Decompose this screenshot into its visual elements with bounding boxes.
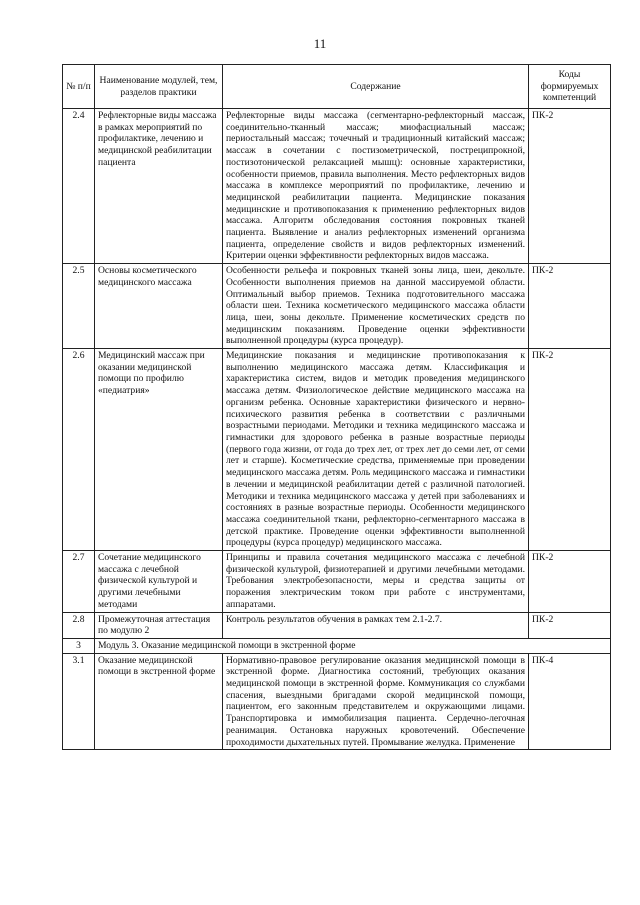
row-num: 3.1	[63, 653, 95, 750]
table-header-row	[63, 65, 611, 109]
row-name: Сочетание медицинского массажа с лечебной физической культурой и другими лечебными методами	[95, 551, 223, 613]
module-title: Модуль 3. Оказание медицинской помощи в экстренной форме	[95, 638, 611, 653]
row-code: ПК-4	[529, 653, 611, 750]
row-content: Принципы и правила сочетания медицинского массажа с лечебной физической культурой, физиотерапией и другими лечебными методами. Требования электробезопасности, меры и средства защиты от поражения электрическим током при работе с инструментами, аппаратами.	[223, 551, 529, 613]
row-code: ПК-2	[529, 612, 611, 638]
row-num: 2.8	[63, 612, 95, 638]
table-row	[63, 349, 611, 551]
page-number: 11	[313, 36, 327, 51]
header-content: Содержание	[223, 65, 529, 109]
table-row	[63, 109, 611, 264]
row-code: ПК-2	[529, 264, 611, 349]
row-name: Промежуточная аттестация по модулю 2	[95, 612, 223, 638]
table-row	[63, 551, 611, 613]
header-name: Наименование модулей, тем, разделов практики	[95, 65, 223, 109]
curriculum-table	[62, 64, 611, 750]
row-num: 2.6	[63, 349, 95, 551]
row-code: ПК-2	[529, 109, 611, 264]
row-code: ПК-2	[529, 551, 611, 613]
row-name: Медицинский массаж при оказании медицинской помощи по профилю «педиатрия»	[95, 349, 223, 551]
row-content: Контроль результатов обучения в рамках тем 2.1-2.7.	[223, 612, 529, 638]
table-row	[63, 653, 611, 750]
header-codes: Коды формируемых компетенций	[529, 65, 611, 109]
row-name: Рефлекторные виды массажа в рамках мероприятий по профилактике, лечению и медицинской реабилитации пациента	[95, 109, 223, 264]
row-name: Оказание медицинской помощи в экстренной форме	[95, 653, 223, 750]
row-content: Рефлекторные виды массажа (сегментарно-рефлекторный массаж, соединительно-тканный массаж; миофасциальный массаж; периостальный массаж; точечный и традиционный китайский массаж; массаж в сочетании с постизометрической, постреципрокной, постизотонической релаксацией мышц): основные характеристики, особенности приемов, правила выполнения. Место рефлекторных видов массажа в комплексе мероприятий по профилактике, лечению и медицинской реабилитации пациента. Медицинские показания медицинские и противопоказания к применению рефлекторных видов массажа. Алгоритм обследования состояния покровных тканей пациента. Выявление и анализ рефлекторных изменений организма пациента, определение свойств и видов рефлекторных изменений. Критерии оценки эффективности рефлекторных видов массажа.	[223, 109, 529, 264]
row-content: Нормативно-правовое регулирование оказания медицинской помощи в экстренной форме. Диагностика состояний, требующих оказания медицинской помощи в экстренной форме. Коммуникация со службами спасения, выездными бригадами скорой медицинской помощи, пациентом, его законным представителем и окружающими лицами. Транспортировка и иммобилизация пациента. Сердечно-легочная реанимация. Остановка наружных кровотечений. Обеспечение проходимости дыхательных путей. Промывание желудка. Применение	[223, 653, 529, 750]
table-row	[63, 264, 611, 349]
row-num: 2.5	[63, 264, 95, 349]
module-row	[63, 638, 611, 653]
module-num: 3	[63, 638, 95, 653]
row-num: 2.7	[63, 551, 95, 613]
row-content: Медицинские показания и медицинские противопоказания к выполнению медицинского массажа детям. Классификация и характеристика систем, видов и методик проведения медицинского массажа детям. Физиологическое действие медицинского массажа на организм ребенка. Основные характеристики физического и нервно-психического развития ребенка в соответствии с различными возрастными периодами. Методики и техника медицинского массажа и гимнастики для здорового ребенка в разные возрастные периоды (первого года жизни, от года до трех лет, от трех лет до семи лет, от семи лет и старше). Косметические средства, применяемые при проведении медицинского массажа детям. Роль медицинского массажа и гимнастики в лечении и медицинской реабилитации детей с различной патологией. Методики и техника медицинского массажа у детей при заболеваниях и состояниях в разные возрастные периоды. Особенности медицинского массажа соединительной ткани, рефлекторно-сегментарного массажа в детской практике. Проведение оценки эффективности выполненной процедуры (курса процедур) медицинского массажа.	[223, 349, 529, 551]
header-num: № п/п	[63, 65, 95, 109]
row-num: 2.4	[63, 109, 95, 264]
row-code: ПК-2	[529, 349, 611, 551]
row-name: Основы косметического медицинского массажа	[95, 264, 223, 349]
table-row	[63, 612, 611, 638]
row-content: Особенности рельефа и покровных тканей зоны лица, шеи, декольте. Особенности выполнения приемов на данной массируемой области. Оптимальный выбор приемов. Техника подготовительного массажа области шеи. Техника косметического медицинского массажа области лица, шеи, зоны декольте. Применение косметических средств по медицинским показаниям. Проведение оценки эффективности выполненной процедуры (курса процедур).	[223, 264, 529, 349]
